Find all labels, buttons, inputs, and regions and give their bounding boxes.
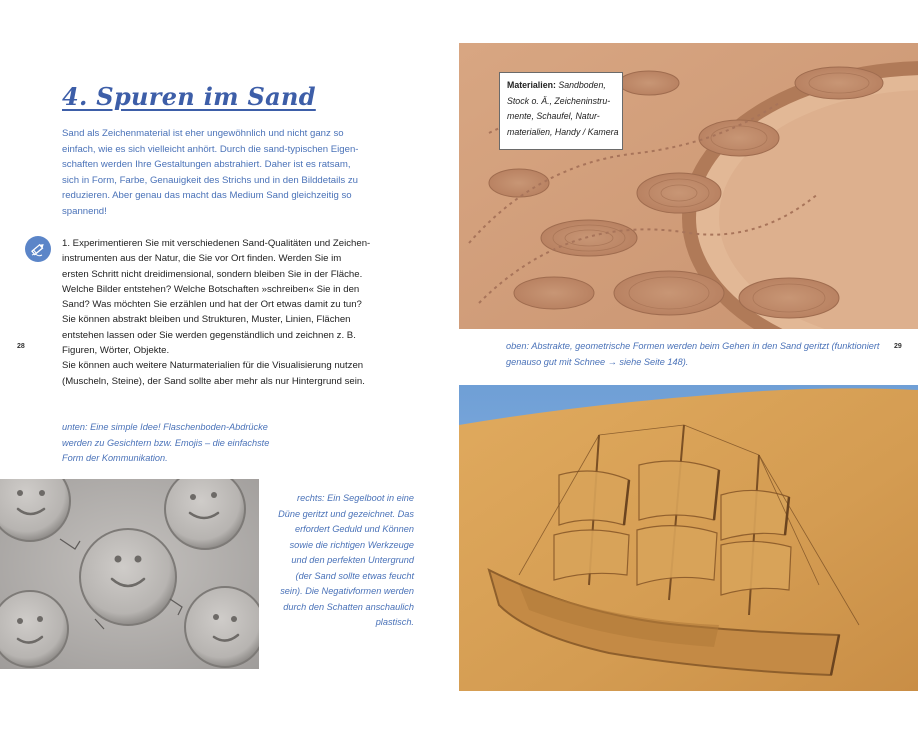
materials-box [499,72,623,150]
caption-sailboat [262,491,414,631]
intro-line: Sand als Zeichenmaterial ist eher ungewöhnlich und nicht ganz so [62,128,344,139]
intro-line: schaften werden Ihre Gestaltungen abstrahiert. Daher ist es ratsam, [62,159,351,170]
caption-line: werden zu Gesichtern bzw. Emojis – die einfachste [62,437,270,448]
caption-bottom-left [62,420,269,467]
task-line: Sand? Was möchten Sie erzählen und hat der Ort etwas damit zu tun? [62,299,362,311]
task-line: (Muscheln, Steine), der Sand sollte aber mehr als nur Hintergrund sein. [62,375,365,387]
materials-line: materialien, Handy / Kamera [507,126,619,137]
intro-line: sich in Form, Farbe, Genauigkeit des Strichs und in den Bilddetails zu [62,174,358,186]
intro-line: spannend! [62,205,107,217]
caption-line: durch den Schatten anschaulich [283,601,414,612]
caption-line: und den perfekten Untergrund [291,555,414,565]
materials-line: Stock o. Ä., Zeicheninstru- [507,95,611,106]
task-line: Figuren, Wörter, Objekte. [62,345,170,357]
task-line: Sie können auch weitere Naturmaterialien für die Visualisierung nutzen [62,360,364,372]
materials-line: Sandboden, [555,80,606,90]
task-line: instrumenten aus der Natur, die Sie vor Ort finden. Werden Sie im [62,253,342,265]
caption-top-right [506,339,879,370]
page-number-left: 28 [17,343,25,350]
task-line: entstehen lassen oder Sie werden gegenständlich und zeichnen z. B. [62,329,356,341]
materials-line: mente, Schaufel, Natur- [507,111,600,122]
photo-sand-faces [0,479,259,669]
caption-line: Form der Kommunikation. [62,453,168,463]
caption-line: erfordert Geduld und Können [294,524,414,534]
caption-line: rechts: Ein Segelboot in eine [297,493,414,503]
caption-line: sein). Die Negativformen werden [280,586,414,596]
intro-line: einfach, wie es sich vielleicht anhört. Durch die sand-typischen Eigen- [62,143,359,155]
page-title: 4. Spuren im Sand [62,82,316,111]
task-line: Sie können abstrakt bleiben und Strukturen, Muster, Linien, Flächen [62,314,351,326]
intro-line: reduzieren. Aber genau das macht das Medium Sand gleichzeitig so [62,190,352,201]
materials-label: Materialien: [507,80,556,90]
task-line: ersten Schritt nicht dreidimensional, sondern bleiben Sie in der Fläche. [62,268,363,280]
caption-line: genauso gut mit Schnee → siehe Seite 148). [506,356,689,367]
caption-line: sowie die richtigen Werkzeuge [289,539,414,550]
task-paragraph [62,236,371,389]
page-number-right: 29 [894,343,902,350]
caption-line: unten: Eine simple Idee! Flaschenboden-Abdrücke [62,422,268,432]
task-line: Welche Bilder entstehen? Welche Botschaften »schreiben« Sie in den [62,283,360,295]
task-badge [25,236,51,262]
pencil-icon [25,236,51,262]
photo-sailboat-dune [459,385,918,691]
intro-paragraph [62,126,359,219]
task-line: 1. Experimentieren Sie mit verschiedenen Sand-Qualitäten und Zeichen- [62,238,371,249]
caption-line: plastisch. [375,617,414,627]
caption-line: Düne geritzt und gezeichnet. Das [278,508,414,519]
caption-line: oben: Abstrakte, geometrische Formen werden beim Gehen in den Sand geritzt (funktioniert [506,341,880,351]
caption-line: (der Sand sollte etwas feucht [295,570,414,581]
